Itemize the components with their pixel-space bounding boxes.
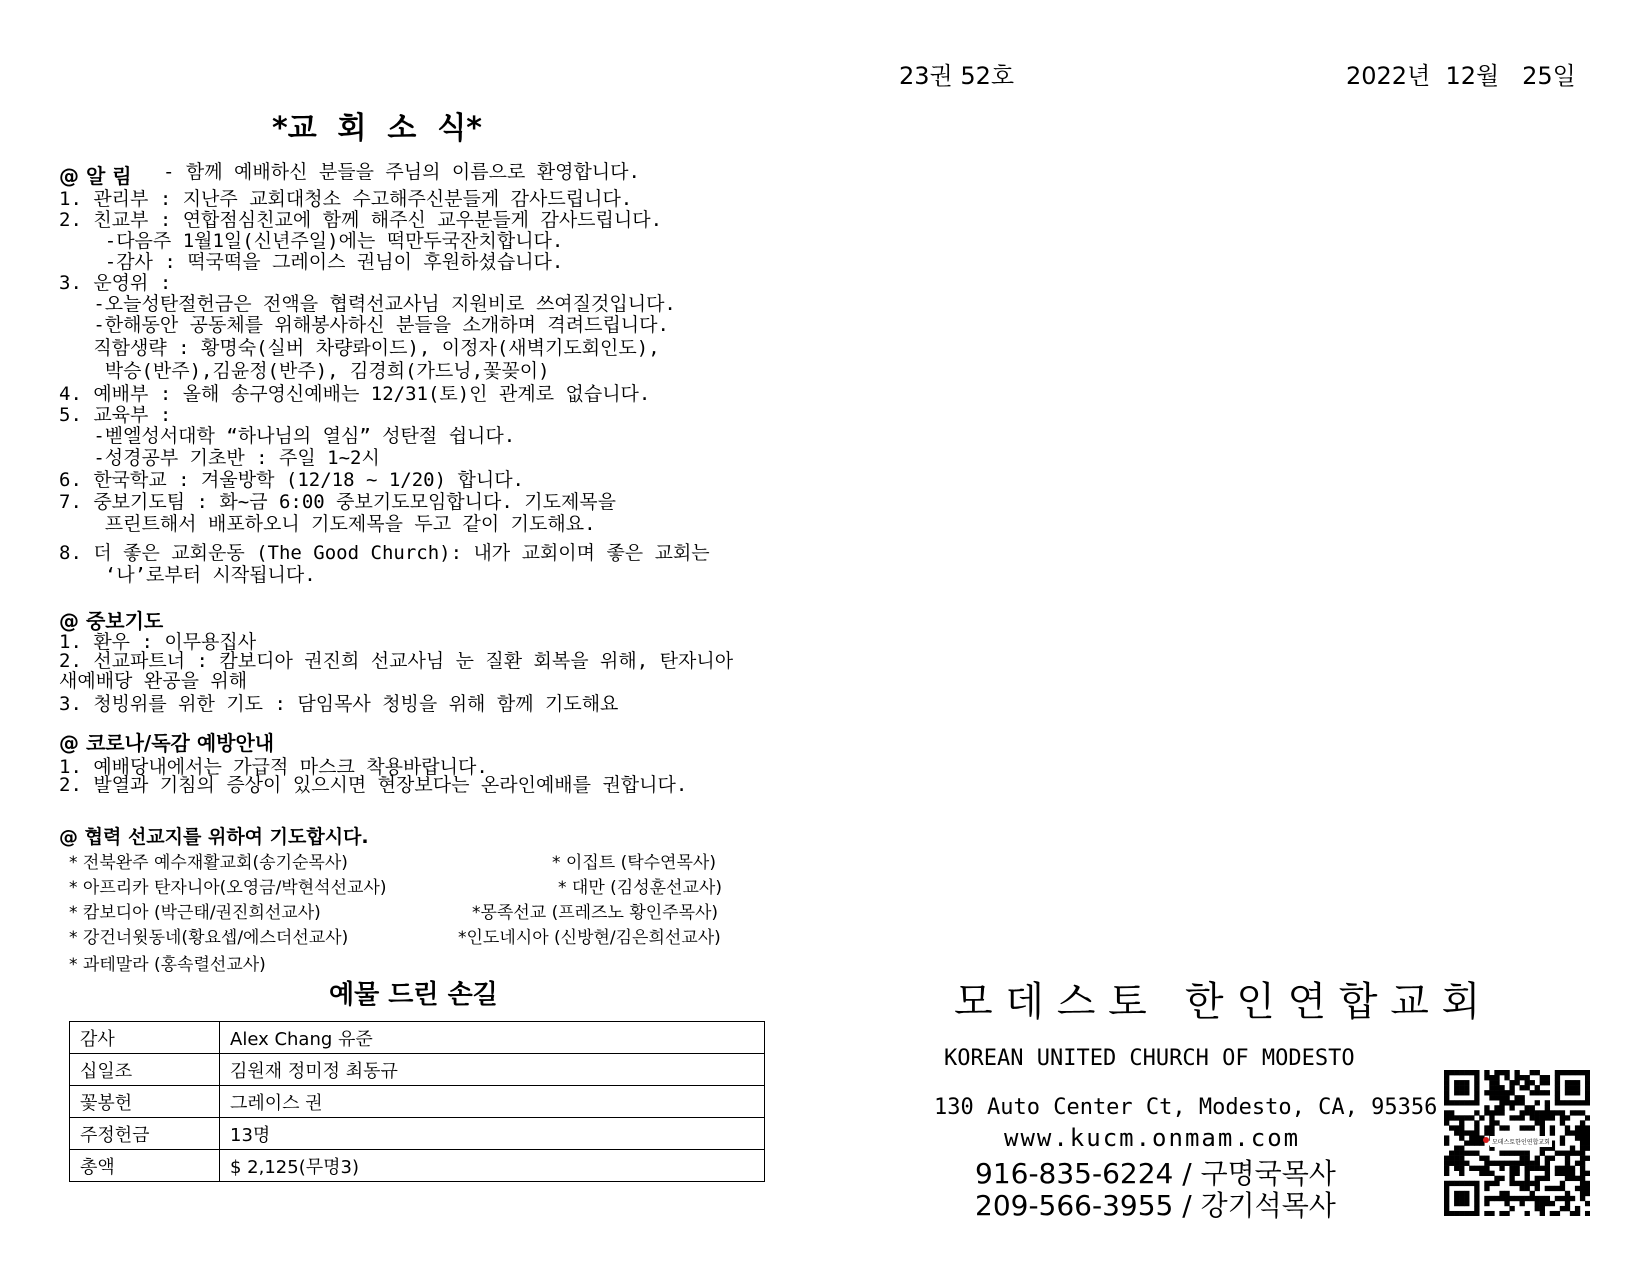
offering-table (69, 1021, 765, 1182)
covid-line: 2. 발열과 기침의 증상이 있으시면 현장보다는 온라인예배를 권합니다. (59, 774, 688, 796)
news-line: 박승(반주),김윤정(반주), 김경희(가드닝,꽃꽂이) (59, 360, 550, 382)
news-line: -오늘성탄절헌금은 전액을 협력선교사님 지원비로 쓰여질것입니다. (59, 293, 676, 315)
mission-item: * 강건너윗동네(황요셉/에스더선교사) (69, 928, 349, 948)
news-line: 직함생략 : 황명숙(실버 차량롸이드), 이정자(새벽기도회인도), (59, 337, 660, 359)
news-line: 8. 더 좋은 교회운동 (The Good Church): 내가 교회이며 좋은 교회는 (59, 542, 710, 564)
prayer-line: 3. 청빙위를 위한 기도 : 담임목사 청빙을 위해 함께 기도해요 (59, 693, 619, 715)
news-line: -감사 : 떡국떡을 그레이스 권님이 후원하셨습니다. (59, 251, 564, 273)
mission-item: * 대만 (김성훈선교사) (558, 878, 722, 898)
table-row (70, 1022, 765, 1054)
offering-label: 꽃봉헌 (70, 1086, 220, 1118)
church-website: www.kucm.onmam.com (1004, 1124, 1301, 1152)
volume-number: 23권 52호 (899, 62, 1015, 90)
news-line: 6. 한국학교 : 겨울방학 (12/18 ~ 1/20) 합니다. (59, 469, 524, 491)
news-line: 7. 중보기도팀 : 화~금 6:00 중보기도모임합니다. 기도제목을 (59, 491, 617, 513)
church-name-korean: 모 데 스 토 한 인 연 합 교 회 (954, 979, 1481, 1025)
news-line: 2. 친교부 : 연합점심친교에 함께 해주신 교우분들게 감사드립니다. (59, 209, 663, 231)
table-row (70, 1054, 765, 1086)
offering-label: 십일조 (70, 1054, 220, 1086)
prayer-line: 2. 선교파트너 : 캄보디아 권진희 선교사님 눈 질환 회복을 위해, 탄자니아 (59, 650, 734, 672)
prayer-line: 1. 환우 : 이무용집사 (59, 631, 257, 653)
news-line: 프린트해서 배포하오니 기도제목을 두고 같이 기도해요. (59, 513, 596, 535)
prayer-line: 새예배당 완공을 위해 (59, 670, 248, 692)
offering-label: 감사 (70, 1022, 220, 1054)
qr-code[interactable] (1444, 1070, 1590, 1216)
offering-label: 총액 (70, 1150, 220, 1182)
offering-value: Alex Chang 유준 (220, 1022, 765, 1054)
missions-heading: @ 협력 선교지를 위하여 기도합시다. (59, 826, 369, 848)
church-address: 130 Auto Center Ct, Modesto, CA, 95356 (934, 1095, 1438, 1120)
mission-item: * 전북완주 예수재활교회(송기순목사) (69, 853, 348, 873)
mission-item: * 이집트 (탁수연목사) (552, 853, 716, 873)
offering-title: 예물 드린 손길 (329, 980, 498, 1010)
table-row (70, 1150, 765, 1182)
news-line: -성경공부 기초반 : 주일 1~2시 (59, 447, 380, 469)
phone-line-2: 209-566-3955 / 강기석목사 (975, 1189, 1336, 1222)
notice-intro: - 함께 예배하신 분들을 주님의 이름으로 환영합니다. (163, 161, 640, 183)
offering-value: 13명 (220, 1118, 765, 1150)
news-line: 5. 교육부 : (59, 404, 172, 426)
mission-item: * 캄보디아 (박근태/권진희선교사) (69, 903, 321, 923)
issue-date: 2022년 12월 25일 (1346, 62, 1576, 90)
covid-line: 1. 예배당내에서는 가급적 마스크 착용바랍니다. (59, 756, 488, 778)
news-title: *교 회 소 식* (272, 111, 482, 146)
mission-item: * 아프리카 탄자니아(오영금/박현석선교사) (69, 878, 387, 898)
notice-heading: @ 알 림 (59, 164, 132, 188)
offering-value: 그레이스 권 (220, 1086, 765, 1118)
offering-value: 김원재 정미정 최동규 (220, 1054, 765, 1086)
news-line: -벧엘성서대학 “하나님의 열심” 성탄절 쉽니다. (59, 425, 516, 447)
news-line: 3. 운영위 : (59, 272, 172, 294)
qr-label: 모데스토한인연합교회 (1490, 1136, 1552, 1147)
news-line: -다음주 1월1일(신년주일)에는 떡만두국잔치합니다. (59, 230, 564, 252)
phone-line-1: 916-835-6224 / 구명국목사 (975, 1157, 1336, 1190)
offering-value: $ 2,125(무명3) (220, 1150, 765, 1182)
table-row (70, 1118, 765, 1150)
news-line: ‘나’로부터 시작됩니다. (59, 564, 316, 586)
covid-heading: @ 코로나/독감 예방안내 (59, 731, 275, 755)
table-row (70, 1086, 765, 1118)
offering-label: 주정헌금 (70, 1118, 220, 1150)
news-line: -한해동안 공동체를 위해봉사하신 분들을 소개하며 격려드립니다. (59, 314, 669, 336)
mission-item: * 과테말라 (홍속렬선교사) (69, 955, 266, 975)
news-line: 4. 예배부 : 올해 송구영신예배는 12/31(토)인 관계로 없습니다. (59, 383, 651, 405)
mission-item: *인도네시아 (신방현/김은희선교사) (458, 928, 721, 948)
news-line: 1. 관리부 : 지난주 교회대청소 수고해주신분들게 감사드립니다. (59, 188, 633, 210)
church-name-english: KOREAN UNITED CHURCH OF MODESTO (944, 1046, 1355, 1071)
prayer-heading: @ 중보기도 (59, 609, 164, 633)
mission-item: *몽족선교 (프레즈노 황인주목사) (472, 903, 719, 923)
